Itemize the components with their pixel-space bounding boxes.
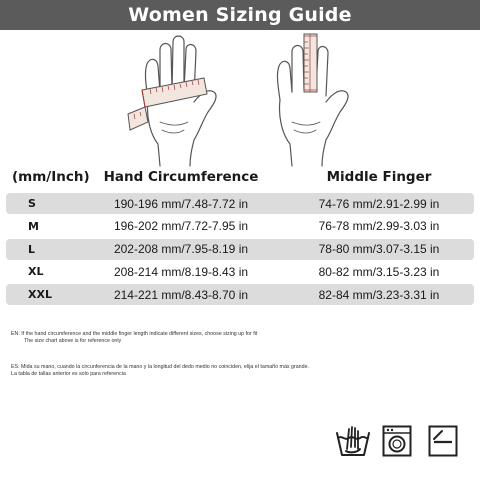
size-label: XL — [28, 265, 44, 279]
finger-value: 76-78 mm/2.99-3.03 in — [318, 219, 440, 234]
table-row — [6, 216, 474, 237]
circumference-value: 208-214 mm/8.19-8.43 in — [113, 264, 249, 279]
page-title — [0, 0, 480, 30]
size-label: L — [28, 242, 36, 256]
table-row — [6, 193, 474, 214]
dry-flat-icon — [428, 425, 458, 457]
note-english-line1: EN: If the hand circumference and the middle finger length indicate different sizes, choose sizing up for fit — [11, 331, 258, 337]
page-title-text: Women Sizing Guide — [128, 4, 352, 26]
washing-machine-icon — [382, 425, 412, 457]
finger-value: 80-82 mm/3.15-3.23 in — [318, 264, 440, 279]
table-row — [6, 261, 474, 282]
column-header-circumference: Hand Circumference — [103, 169, 259, 185]
size-label: M — [28, 219, 39, 233]
finger-value: 82-84 mm/3.23-3.31 in — [318, 287, 440, 302]
size-label: S — [28, 197, 36, 210]
hand-wash-icon — [335, 425, 371, 457]
circumference-value: 196-202 mm/7.72-7.95 in — [113, 219, 249, 234]
column-header-finger: Middle Finger — [326, 169, 432, 185]
circumference-value: 202-208 mm/7.95-8.19 in — [113, 242, 249, 257]
table-row — [6, 239, 474, 260]
table-row — [6, 284, 474, 305]
hand-illustrations — [0, 30, 480, 170]
hand-finger-length-icon — [262, 30, 362, 170]
finger-value: 74-76 mm/2.91-2.99 in — [318, 196, 440, 211]
finger-value: 78-80 mm/3.07-3.15 in — [318, 242, 440, 257]
column-header-unit: (mm/Inch) — [12, 169, 90, 185]
note-english — [11, 331, 257, 346]
circumference-value: 214-221 mm/8.43-8.70 in — [113, 287, 249, 302]
note-spanish — [11, 364, 309, 379]
circumference-value: 190-196 mm/7.48-7.72 in — [113, 196, 249, 211]
table-header — [6, 166, 474, 188]
note-english-line2: The size chart above is for reference only — [24, 338, 122, 345]
note-spanish-line1: ES: Mida su mano, cuando la circunferencia de la mano y la longitud del dedo medio no coinciden, elija el tamaño más grande. — [11, 364, 309, 370]
size-label: XXL — [28, 288, 52, 302]
size-table — [6, 166, 474, 307]
note-spanish-line2: La tabla de tallas anterior es solo para referencia — [11, 371, 126, 378]
hand-circumference-icon — [120, 30, 230, 170]
table-body — [6, 193, 474, 305]
